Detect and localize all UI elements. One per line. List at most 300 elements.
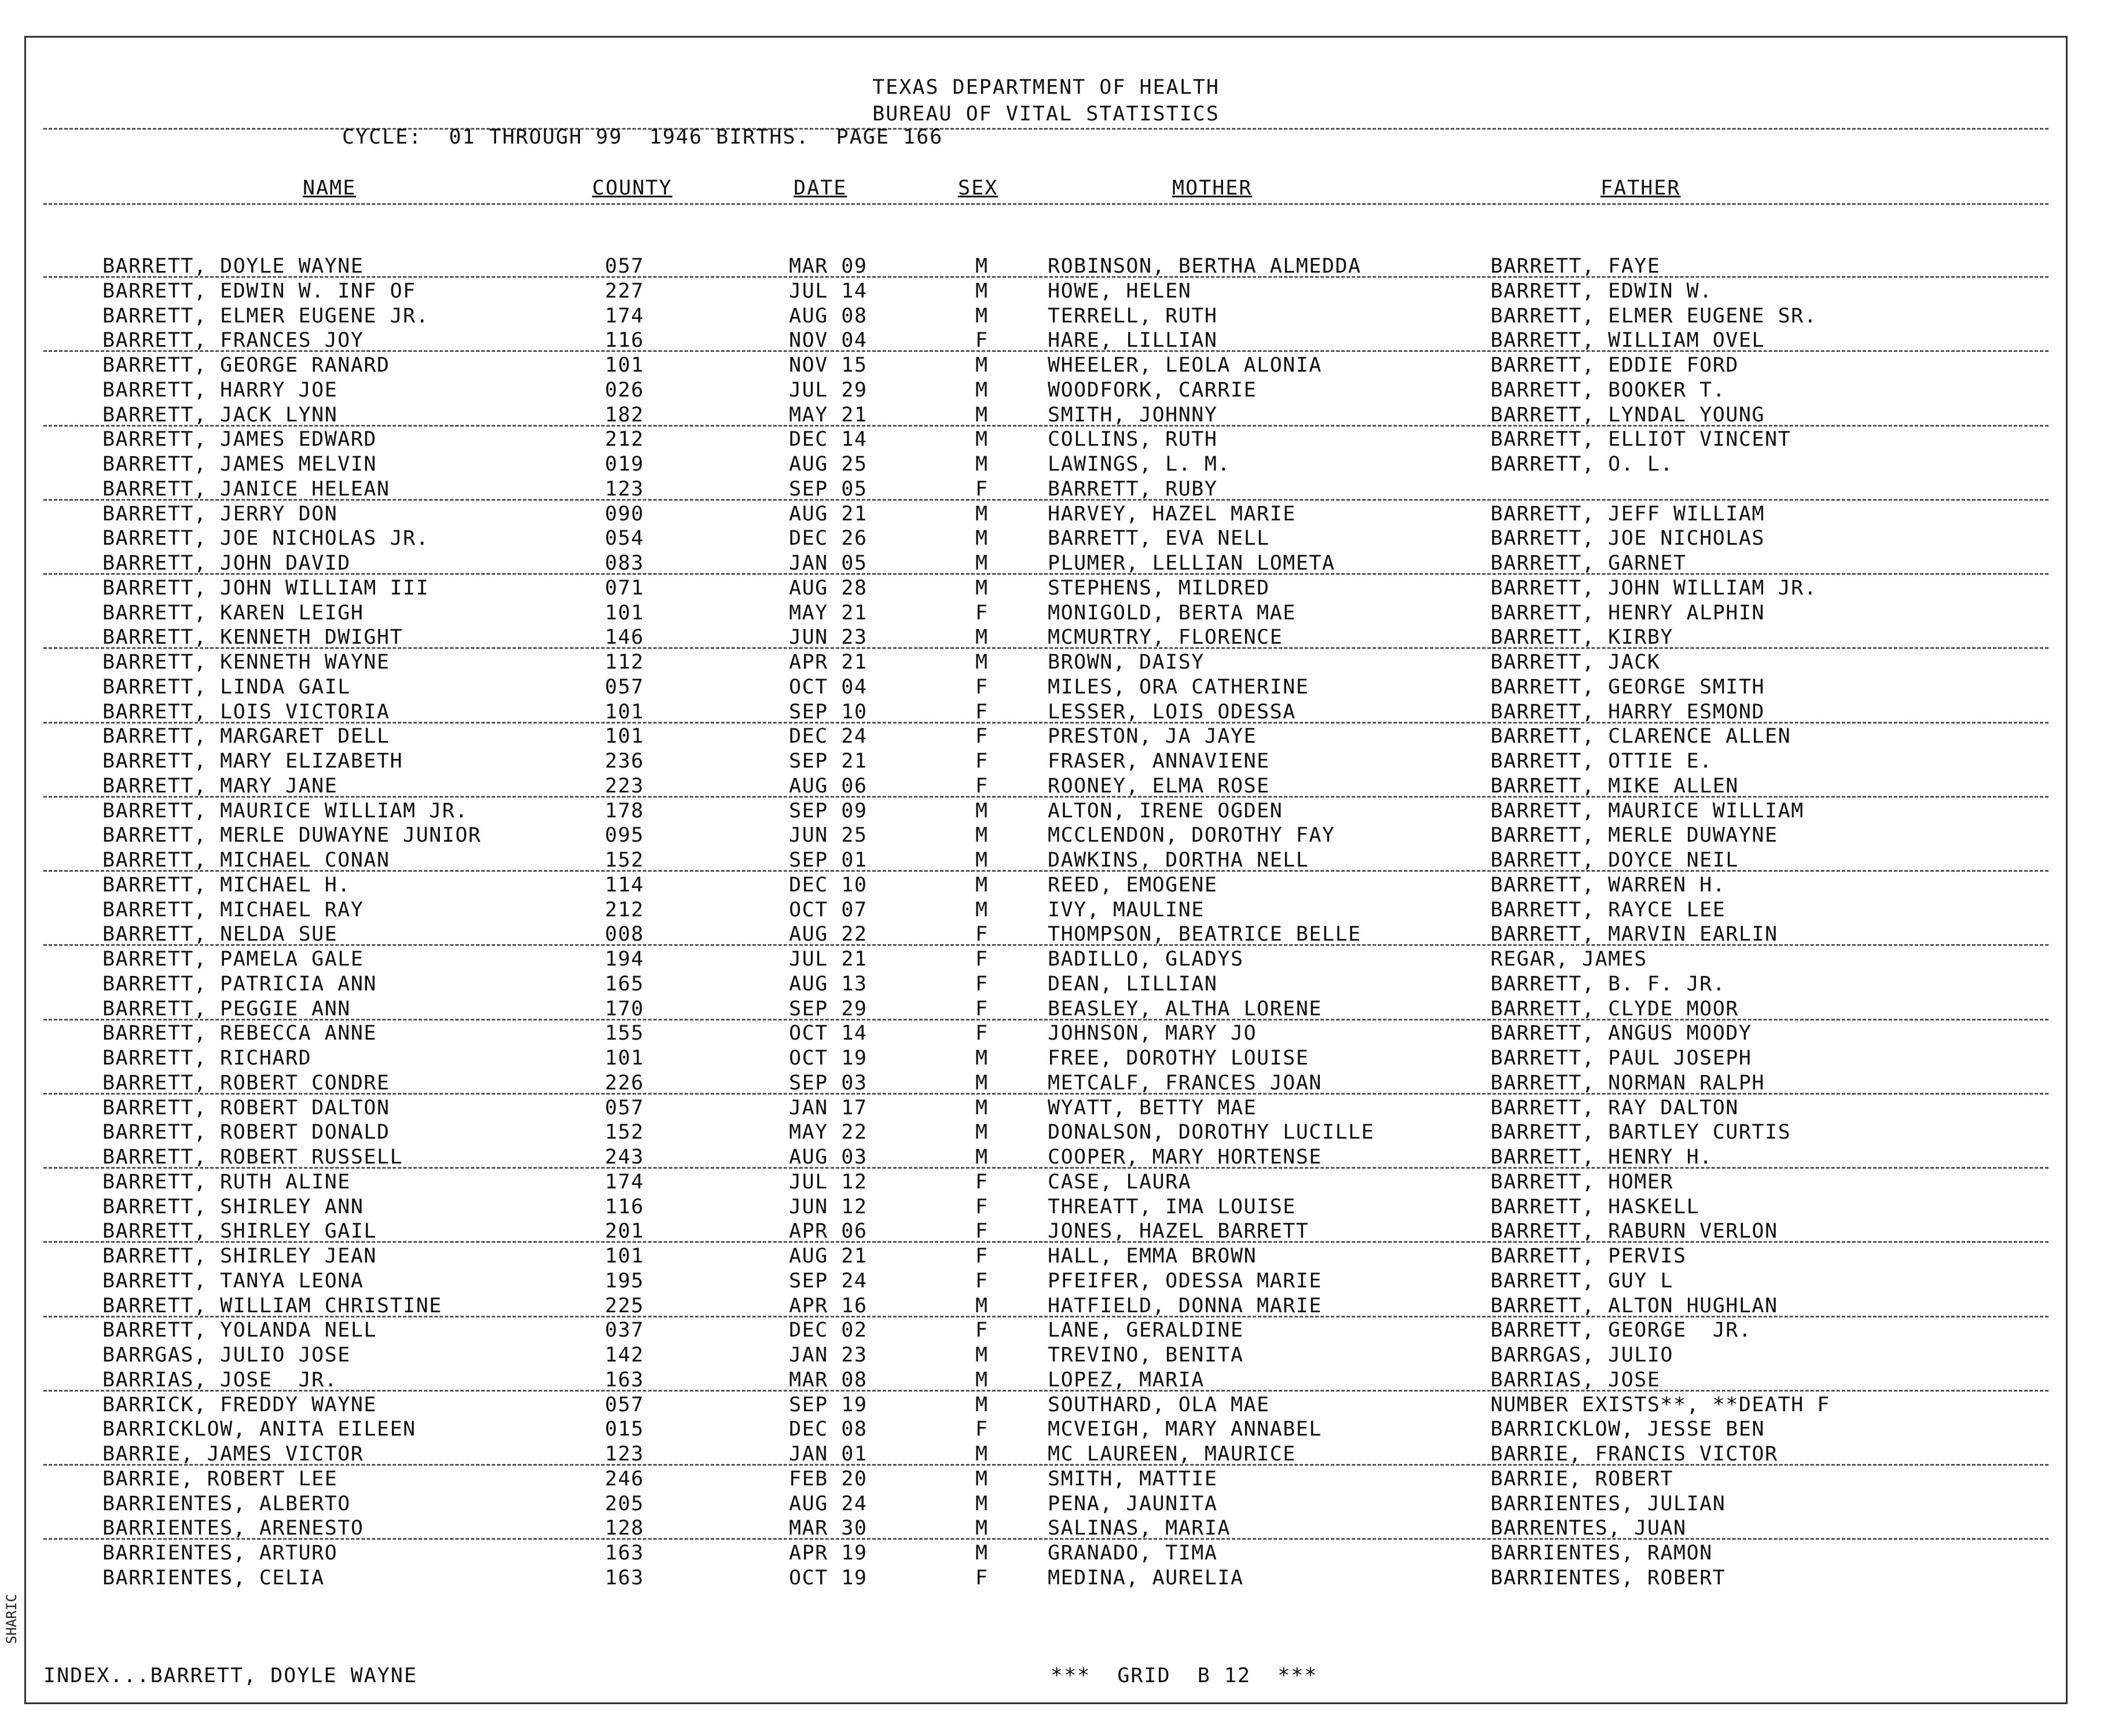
- cell-date: DEC 08: [789, 1418, 868, 1441]
- cell-date: OCT 04: [789, 675, 868, 699]
- cell-father: BARRETT, HENRY H.: [1490, 1146, 1713, 1169]
- cell-sex: M: [975, 873, 989, 897]
- cell-county: 101: [605, 1245, 644, 1268]
- table-row: [26, 823, 2066, 848]
- cell-mother: BARRETT, RUBY: [1048, 477, 1218, 501]
- cell-name: BARRETT, ROBERT DONALD: [102, 1121, 390, 1144]
- cell-sex: F: [975, 972, 989, 996]
- cell-mother: CASE, LAURA: [1048, 1170, 1192, 1194]
- cell-name: BARRETT, JOE NICHOLAS JR.: [102, 527, 429, 550]
- cell-father: BARRIENTES, RAMON: [1490, 1542, 1713, 1565]
- cell-name: BARRETT, KAREN LEIGH: [102, 601, 364, 625]
- cell-county: 163: [605, 1542, 644, 1565]
- cell-date: DEC 14: [789, 428, 868, 452]
- cell-county: 174: [605, 1170, 644, 1194]
- cell-mother: PLUMER, LELLIAN LOMETA: [1048, 552, 1335, 575]
- cell-date: SEP 03: [789, 1071, 868, 1095]
- cell-date: DEC 26: [789, 527, 868, 550]
- cell-mother: JONES, HAZEL BARRETT: [1048, 1220, 1309, 1243]
- cell-county: 128: [605, 1517, 644, 1540]
- cell-mother: MCMURTRY, FLORENCE: [1048, 626, 1283, 649]
- cell-name: BARRETT, ELMER EUGENE JR.: [102, 304, 429, 328]
- cell-father: BARRETT, ELMER EUGENE SR.: [1490, 304, 1818, 328]
- table-row: [26, 1368, 2066, 1393]
- cell-sex: M: [975, 1542, 989, 1565]
- cell-mother: HOWE, HELEN: [1048, 279, 1192, 303]
- column-header-sex: SEX: [958, 177, 998, 200]
- cell-name: BARRETT, MERLE DUWAYNE JUNIOR: [102, 824, 482, 847]
- cell-father: BARRETT, ELLIOT VINCENT: [1490, 428, 1791, 452]
- cell-father: BARRETT, ANGUS MOODY: [1490, 1022, 1752, 1045]
- cell-mother: BROWN, DAISY: [1048, 651, 1205, 674]
- cell-father: BARRETT, HENRY ALPHIN: [1490, 601, 1765, 625]
- cell-date: AUG 13: [789, 972, 868, 996]
- cell-county: 057: [605, 675, 644, 699]
- cell-county: 152: [605, 1121, 644, 1144]
- cell-mother: SALINAS, MARIA: [1048, 1517, 1231, 1540]
- cell-mother: BEASLEY, ALTHA LORENE: [1048, 997, 1323, 1021]
- cell-name: BARRETT, JERRY DON: [102, 502, 338, 526]
- cell-sex: F: [975, 1022, 989, 1045]
- cell-sex: M: [975, 1517, 989, 1540]
- cell-sex: M: [975, 1393, 989, 1416]
- cell-county: 226: [605, 1071, 644, 1095]
- cell-sex: M: [975, 1146, 989, 1169]
- table-row: [26, 279, 2066, 304]
- cell-county: 201: [605, 1220, 644, 1243]
- column-header-mother: MOTHER: [1172, 177, 1253, 200]
- cell-sex: F: [975, 923, 989, 946]
- table-row: [26, 1343, 2066, 1368]
- cell-date: SEP 21: [789, 750, 868, 773]
- cell-sex: M: [975, 1492, 989, 1515]
- cell-father: BARRETT, RABURN VERLON: [1490, 1220, 1778, 1243]
- grid-footer: *** GRID B 12 ***: [1051, 1664, 1318, 1687]
- table-row: [26, 452, 2066, 477]
- cell-father: BARRETT, LYNDAL YOUNG: [1490, 403, 1765, 427]
- cell-father: BARRETT, DOYCE NEIL: [1490, 849, 1739, 872]
- cell-mother: FREE, DOROTHY LOUISE: [1048, 1047, 1309, 1070]
- cell-name: BARRETT, SHIRLEY GAIL: [102, 1220, 377, 1243]
- cell-mother: REED, EMOGENE: [1048, 873, 1218, 897]
- cell-county: 246: [605, 1467, 644, 1491]
- cell-mother: LOPEZ, MARIA: [1048, 1368, 1205, 1392]
- table-row: [26, 675, 2066, 700]
- cell-county: 225: [605, 1294, 644, 1317]
- cell-name: BARRETT, LINDA GAIL: [102, 675, 351, 699]
- cell-name: BARRETT, YOLANDA NELL: [102, 1319, 377, 1342]
- cell-mother: MCCLENDON, DOROTHY FAY: [1048, 824, 1335, 847]
- cell-mother: ALTON, IRENE OGDEN: [1048, 799, 1283, 823]
- cell-date: AUG 08: [789, 304, 868, 328]
- cell-name: BARRETT, LOIS VICTORIA: [102, 700, 390, 724]
- cell-sex: M: [975, 378, 989, 402]
- cell-county: 212: [605, 428, 644, 452]
- cell-name: BARRETT, MICHAEL CONAN: [102, 849, 390, 872]
- cell-county: 182: [605, 403, 644, 427]
- cell-mother: PENA, JAUNITA: [1048, 1492, 1218, 1515]
- cell-father: BARRETT, EDDIE FORD: [1490, 354, 1739, 377]
- cell-county: 236: [605, 750, 644, 773]
- cell-name: BARRETT, NELDA SUE: [102, 923, 338, 946]
- cell-county: 054: [605, 527, 644, 550]
- table-row: [26, 1021, 2066, 1046]
- cell-sex: F: [975, 329, 989, 353]
- cell-father: BARRETT, HARRY ESMOND: [1490, 700, 1765, 724]
- table-row: [26, 625, 2066, 650]
- cell-date: SEP 09: [789, 799, 868, 823]
- cell-sex: F: [975, 774, 989, 798]
- cell-mother: DEAN, LILLIAN: [1048, 972, 1218, 996]
- cell-name: BARRETT, SHIRLEY JEAN: [102, 1245, 377, 1268]
- cell-date: JAN 17: [789, 1096, 868, 1120]
- cell-mother: MILES, ORA CATHERINE: [1048, 675, 1309, 699]
- cell-county: 227: [605, 279, 644, 303]
- table-row: [26, 700, 2066, 725]
- cell-name: BARRIENTES, ALBERTO: [102, 1492, 351, 1515]
- cell-sex: M: [975, 651, 989, 674]
- cell-father: BARRETT, KIRBY: [1490, 626, 1674, 649]
- column-header-date: DATE: [794, 177, 847, 200]
- table-row: [26, 1120, 2066, 1145]
- cell-date: APR 19: [789, 1542, 868, 1565]
- cell-name: BARRETT, KENNETH DWIGHT: [102, 626, 403, 649]
- cell-sex: M: [975, 552, 989, 575]
- table-row: [26, 304, 2066, 329]
- cell-county: 112: [605, 651, 644, 674]
- cell-date: FEB 20: [789, 1467, 868, 1491]
- cell-father: BARRETT, WILLIAM OVEL: [1490, 329, 1765, 353]
- cell-county: 212: [605, 898, 644, 922]
- cell-county: 116: [605, 329, 644, 353]
- cell-mother: STEPHENS, MILDRED: [1048, 576, 1270, 600]
- cell-sex: F: [975, 477, 989, 501]
- cell-county: 152: [605, 849, 644, 872]
- cell-sex: F: [975, 1220, 989, 1243]
- table-row: [26, 378, 2066, 403]
- cell-date: OCT 19: [789, 1566, 868, 1590]
- table-row: [26, 898, 2066, 923]
- cell-name: BARRETT, MARY JANE: [102, 774, 338, 798]
- cell-date: APR 06: [789, 1220, 868, 1243]
- cell-mother: THOMPSON, BEATRICE BELLE: [1048, 923, 1361, 946]
- cell-mother: DAWKINS, DORTHA NELL: [1048, 849, 1309, 872]
- cell-sex: M: [975, 304, 989, 328]
- cell-sex: M: [975, 799, 989, 823]
- table-row: [26, 972, 2066, 997]
- cell-date: MAR 30: [789, 1517, 868, 1540]
- cell-date: SEP 19: [789, 1393, 868, 1416]
- cell-name: BARRETT, ROBERT DALTON: [102, 1096, 390, 1120]
- cell-date: MAR 08: [789, 1368, 868, 1392]
- cell-date: JUL 29: [789, 378, 868, 402]
- cell-father: BARRETT, B. F. JR.: [1490, 972, 1726, 996]
- cell-father: BARRETT, HASKELL: [1490, 1195, 1700, 1218]
- table-row: [26, 774, 2066, 799]
- cell-father: BARRIE, FRANCIS VICTOR: [1490, 1443, 1778, 1466]
- cell-date: OCT 14: [789, 1022, 868, 1045]
- cell-father: BARRETT, CLARENCE ALLEN: [1490, 725, 1791, 748]
- cell-father: BARRIAS, JOSE: [1490, 1368, 1661, 1392]
- cell-county: 243: [605, 1146, 644, 1169]
- cell-county: 071: [605, 576, 644, 600]
- cell-sex: M: [975, 1071, 989, 1095]
- cell-sex: F: [975, 997, 989, 1021]
- cell-mother: DONALSON, DOROTHY LUCILLE: [1048, 1121, 1375, 1144]
- cell-county: 116: [605, 1195, 644, 1218]
- cell-mother: COLLINS, RUTH: [1048, 428, 1218, 452]
- table-row: [26, 526, 2066, 551]
- cell-name: BARRETT, MARGARET DELL: [102, 725, 390, 748]
- cell-county: 057: [605, 255, 644, 278]
- cell-name: BARRETT, ROBERT RUSSELL: [102, 1146, 403, 1169]
- cell-mother: WOODFORK, CARRIE: [1048, 378, 1257, 402]
- table-row: [26, 1417, 2066, 1442]
- cell-sex: M: [975, 1443, 989, 1466]
- cell-date: AUG 28: [789, 576, 868, 600]
- cell-date: SEP 05: [789, 477, 868, 501]
- cell-father: BARRETT, JOE NICHOLAS: [1490, 527, 1765, 550]
- cell-date: DEC 02: [789, 1319, 868, 1342]
- cell-county: 057: [605, 1393, 644, 1416]
- table-row: [26, 1244, 2066, 1269]
- cell-sex: M: [975, 1467, 989, 1491]
- cell-sex: F: [975, 1195, 989, 1218]
- cell-county: 123: [605, 477, 644, 501]
- cell-name: BARRETT, EDWIN W. INF OF: [102, 279, 416, 303]
- cell-sex: F: [975, 948, 989, 971]
- table-row: [26, 601, 2066, 626]
- cell-sex: F: [975, 700, 989, 724]
- cell-mother: ROBINSON, BERTHA ALMEDDA: [1048, 255, 1361, 278]
- table-row: [26, 1096, 2066, 1121]
- cell-father: BARRETT, MERLE DUWAYNE: [1490, 824, 1778, 847]
- column-header-father: FATHER: [1600, 177, 1681, 200]
- cell-date: AUG 25: [789, 453, 868, 476]
- cell-father: BARRICKLOW, JESSE BEN: [1490, 1418, 1765, 1441]
- cell-name: BARRETT, MAURICE WILLIAM JR.: [102, 799, 469, 823]
- cell-mother: JOHNSON, MARY JO: [1048, 1022, 1257, 1045]
- cell-date: NOV 15: [789, 354, 868, 377]
- cell-name: BARRETT, MICHAEL RAY: [102, 898, 364, 922]
- cell-county: 101: [605, 700, 644, 724]
- cell-date: SEP 29: [789, 997, 868, 1021]
- cell-name: BARRETT, KENNETH WAYNE: [102, 651, 390, 674]
- bureau-title: BUREAU OF VITAL STATISTICS: [872, 102, 1220, 126]
- cell-name: BARRETT, TANYA LEONA: [102, 1269, 364, 1293]
- column-header-divider: [43, 203, 2048, 205]
- cell-father: BARRETT, FAYE: [1490, 255, 1661, 278]
- cell-sex: M: [975, 279, 989, 303]
- cell-father: BARRETT, RAY DALTON: [1490, 1096, 1739, 1120]
- cell-county: 026: [605, 378, 644, 402]
- cell-date: APR 16: [789, 1294, 868, 1317]
- cell-date: MAY 21: [789, 403, 868, 427]
- cell-father: BARRETT, OTTIE E.: [1490, 750, 1713, 773]
- cell-father: BARRETT, HOMER: [1490, 1170, 1674, 1194]
- cell-mother: MC LAUREEN, MAURICE: [1048, 1443, 1296, 1466]
- cycle-line: CYCLE: 01 THROUGH 99 1946 BIRTHS. PAGE 166: [342, 126, 943, 149]
- cell-date: APR 21: [789, 651, 868, 674]
- cell-father: BARRETT, ALTON HUGHLAN: [1490, 1294, 1778, 1317]
- cell-mother: GRANADO, TIMA: [1048, 1542, 1218, 1565]
- table-row: [26, 1467, 2066, 1492]
- cell-sex: M: [975, 527, 989, 550]
- cell-mother: METCALF, FRANCES JOAN: [1048, 1071, 1323, 1095]
- cell-name: BARRETT, GEORGE RANARD: [102, 354, 390, 377]
- cell-mother: MONIGOLD, BERTA MAE: [1048, 601, 1296, 625]
- cell-name: BARRETT, PATRICIA ANN: [102, 972, 377, 996]
- cell-mother: PRESTON, JA JAYE: [1048, 725, 1257, 748]
- cell-mother: BARRETT, EVA NELL: [1048, 527, 1270, 550]
- cell-name: BARRETT, REBECCA ANNE: [102, 1022, 377, 1045]
- cell-date: JUN 12: [789, 1195, 868, 1218]
- cell-date: SEP 10: [789, 700, 868, 724]
- cell-father: BARRETT, JACK: [1490, 651, 1661, 674]
- table-row: [26, 477, 2066, 502]
- cell-name: BARRETT, WILLIAM CHRISTINE: [102, 1294, 442, 1317]
- cell-date: JUL 14: [789, 279, 868, 303]
- cell-sex: M: [975, 1344, 989, 1367]
- cell-date: JUN 25: [789, 824, 868, 847]
- cell-mother: PFEIFER, ODESSA MARIE: [1048, 1269, 1323, 1293]
- cell-name: BARRETT, JAMES EDWARD: [102, 428, 377, 452]
- cell-father: BARRIENTES, JULIAN: [1490, 1492, 1726, 1515]
- cell-name: BARRETT, FRANCES JOY: [102, 329, 364, 353]
- cell-mother: FRASER, ANNAVIENE: [1048, 750, 1270, 773]
- cell-sex: M: [975, 1096, 989, 1120]
- table-row: [26, 427, 2066, 452]
- table-row: [26, 254, 2066, 279]
- cell-father: NUMBER EXISTS**, **DEATH F: [1490, 1393, 1830, 1416]
- cell-county: 205: [605, 1492, 644, 1515]
- cell-county: 037: [605, 1319, 644, 1342]
- cell-father: BARRETT, BARTLEY CURTIS: [1490, 1121, 1791, 1144]
- cell-name: BARRETT, JAMES MELVIN: [102, 453, 377, 476]
- cell-name: BARRIENTES, ARENESTO: [102, 1517, 364, 1540]
- cell-county: 142: [605, 1344, 644, 1367]
- cell-mother: WHEELER, LEOLA ALONIA: [1048, 354, 1323, 377]
- cell-county: 101: [605, 601, 644, 625]
- table-row: [26, 1046, 2066, 1071]
- cell-county: 083: [605, 552, 644, 575]
- cell-county: 101: [605, 1047, 644, 1070]
- cell-name: BARRIE, ROBERT LEE: [102, 1467, 338, 1491]
- cell-date: DEC 10: [789, 873, 868, 897]
- cell-mother: MCVEIGH, MARY ANNABEL: [1048, 1418, 1323, 1441]
- cell-county: 170: [605, 997, 644, 1021]
- cell-date: AUG 22: [789, 923, 868, 946]
- table-row: [26, 1393, 2066, 1418]
- department-title: TEXAS DEPARTMENT OF HEALTH: [872, 76, 1220, 99]
- cell-sex: M: [975, 898, 989, 922]
- cell-mother: HARE, LILLIAN: [1048, 329, 1218, 353]
- cell-county: 095: [605, 824, 644, 847]
- cell-mother: SMITH, MATTIE: [1048, 1467, 1218, 1491]
- table-row: [26, 997, 2066, 1022]
- table-row: [26, 1219, 2066, 1244]
- cell-mother: THREATT, IMA LOUISE: [1048, 1195, 1296, 1218]
- table-row: [26, 1071, 2066, 1096]
- cell-date: AUG 03: [789, 1146, 868, 1169]
- cell-county: 019: [605, 453, 644, 476]
- cell-county: 114: [605, 873, 644, 897]
- cell-mother: LESSER, LOIS ODESSA: [1048, 700, 1296, 724]
- cell-father: BARRENTES, JUAN: [1490, 1517, 1687, 1540]
- cell-county: 195: [605, 1269, 644, 1293]
- cell-father: BARRETT, GEORGE SMITH: [1490, 675, 1765, 699]
- cell-name: BARRETT, RICHARD: [102, 1047, 312, 1070]
- table-row: [26, 947, 2066, 972]
- cell-date: SEP 01: [789, 849, 868, 872]
- table-row: [26, 848, 2066, 873]
- table-row: [26, 551, 2066, 576]
- table-row: [26, 576, 2066, 601]
- cell-mother: COOPER, MARY HORTENSE: [1048, 1146, 1323, 1169]
- table-row: [26, 650, 2066, 675]
- cell-date: MAY 21: [789, 601, 868, 625]
- cell-name: BARRETT, DOYLE WAYNE: [102, 255, 364, 278]
- cell-county: 165: [605, 972, 644, 996]
- table-row: [26, 1318, 2066, 1343]
- table-row: [26, 1492, 2066, 1517]
- cell-date: AUG 21: [789, 502, 868, 526]
- cell-county: 101: [605, 354, 644, 377]
- cell-mother: LAWINGS, L. M.: [1048, 453, 1231, 476]
- cell-county: 101: [605, 725, 644, 748]
- cell-mother: BADILLO, GLADYS: [1048, 948, 1244, 971]
- cell-name: BARRETT, HARRY JOE: [102, 378, 338, 402]
- cell-date: JAN 23: [789, 1344, 868, 1367]
- cell-sex: M: [975, 403, 989, 427]
- cell-father: BARRIENTES, ROBERT: [1490, 1566, 1726, 1590]
- table-row: [26, 1195, 2066, 1220]
- cell-name: BARRETT, MARY ELIZABETH: [102, 750, 403, 773]
- cell-sex: M: [975, 824, 989, 847]
- table-row: [26, 922, 2066, 947]
- cell-county: 123: [605, 1443, 644, 1466]
- cell-sex: M: [975, 453, 989, 476]
- cell-county: 163: [605, 1566, 644, 1590]
- cell-sex: F: [975, 750, 989, 773]
- table-row: [26, 1170, 2066, 1195]
- cell-father: BARRETT, GEORGE JR.: [1490, 1319, 1752, 1342]
- cell-father: BARRETT, JOHN WILLIAM JR.: [1490, 576, 1818, 600]
- table-row: [26, 1294, 2066, 1319]
- cell-mother: SOUTHARD, OLA MAE: [1048, 1393, 1270, 1416]
- cell-name: BARRIE, JAMES VICTOR: [102, 1443, 364, 1466]
- table-row: [26, 873, 2066, 898]
- table-row: [26, 1145, 2066, 1170]
- cell-date: SEP 24: [789, 1269, 868, 1293]
- cell-sex: M: [975, 1294, 989, 1317]
- cell-county: 163: [605, 1368, 644, 1392]
- cell-name: BARRGAS, JULIO JOSE: [102, 1344, 351, 1367]
- cell-county: 174: [605, 304, 644, 328]
- cell-date: AUG 24: [789, 1492, 868, 1515]
- cell-county: 223: [605, 774, 644, 798]
- cell-sex: M: [975, 428, 989, 452]
- document-frame: [24, 36, 2068, 1704]
- table-row: [26, 1516, 2066, 1541]
- cell-date: JUL 12: [789, 1170, 868, 1194]
- cell-father: BARRETT, JEFF WILLIAM: [1490, 502, 1765, 526]
- cell-name: BARRETT, PEGGIE ANN: [102, 997, 351, 1021]
- cell-sex: M: [975, 849, 989, 872]
- cell-name: BARRETT, JACK LYNN: [102, 403, 338, 427]
- cell-sex: M: [975, 1368, 989, 1392]
- column-header-name: NAME: [303, 177, 357, 200]
